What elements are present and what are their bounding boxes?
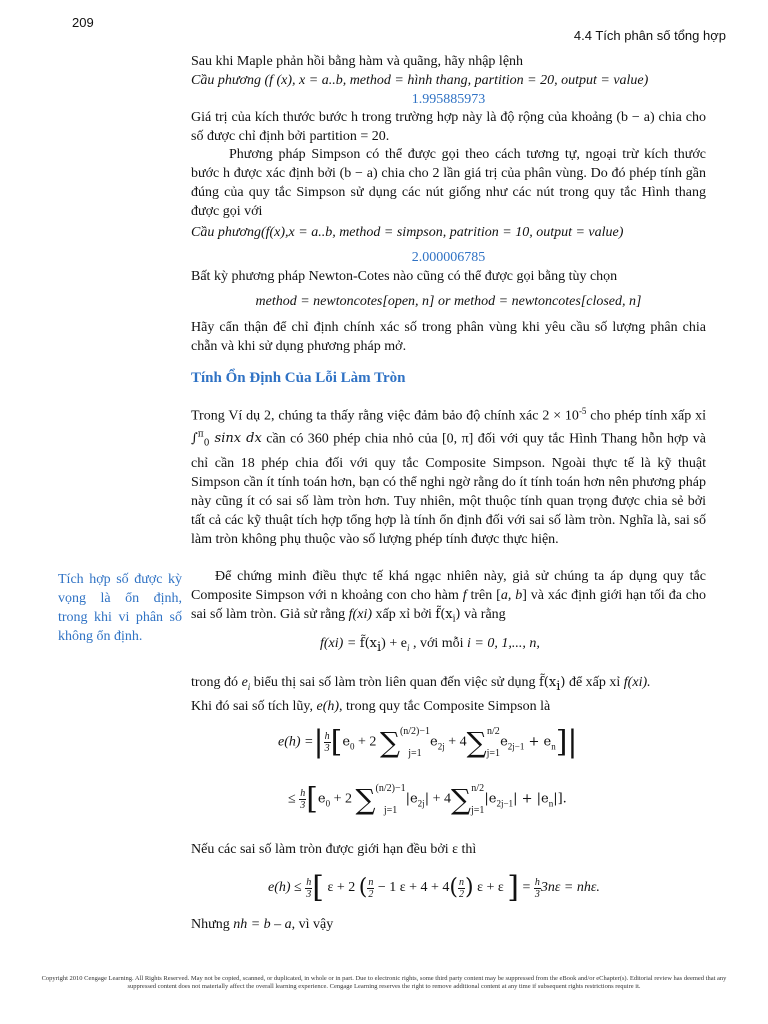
conclusion-paragraph (191, 915, 706, 934)
margin-note: Tích hợp số được kỳ vọng là ổn định, trong khi vi phân số không ổn định. (58, 572, 182, 644)
stability-paragraph (191, 402, 706, 549)
integral-sign: ∫$^\pi_0$ sinx dx (191, 429, 262, 449)
simpson-result: 2.000006785 (411, 250, 486, 265)
maple-intro-text: Sau khi Maple phản hồi bằng hàm và quãng, hãy nhập lệnh (191, 54, 524, 69)
maple-intro (191, 52, 706, 109)
newton-cotes-method-text: method = newtoncotes[open, n] or method = newtoncotes[closed, n] (255, 294, 642, 309)
equation-epsilon-bound: e(h) ≤ $\frac{h}{3}$ [ ε + 2 ( $\frac{n}{2}$ − 1 ε + 4 + 4( $\frac{n}{2}$ ) ε + ε ] = $\frac{h}{3}$ 3nε = nhε. (268, 870, 600, 905)
simpson-text: Phương pháp Simpson có thể được gọi theo cách tương tự, ngoại trừ kích thước bước h được xác định bởi (b − a) chia cho 2 lần giá trị của phân vùng. Do đó phép tính gần đúng của quy tắc Simpson sử dụng các nút giống như các nút trong quy tắc Hình thang được gọi với (191, 147, 706, 219)
error-def-paragraph (191, 673, 706, 716)
step-size-paragraph (191, 108, 706, 146)
section-heading-block (191, 369, 706, 388)
trapezoid-command: Cầu phương (f (x), x = a..b, method = hình thang, partition = 20, output = value) (191, 73, 649, 88)
f-tilde: $f̃(x_i)$ (435, 607, 461, 625)
section-header: 4.4 Tích phân số tổng hợp (573, 28, 726, 43)
equation-rounding: $f(xi) = f̃(x_i) + e_i$ , với mỗi i = 0, 1,..., n, (320, 636, 540, 655)
newton-cotes-method (191, 292, 706, 311)
equation-error-bound: ≤ $\frac{h}{3}$ [$e_0 + 2$ ∑ (n/2)−1 j=1 $|e_{2j}| + 4\sum$ n/2 j=1 $|e_{2j-1}| + |e_n|$]. (288, 781, 567, 817)
caution-paragraph (191, 318, 706, 356)
caution-text: Hãy cẩn thận để chỉ định chính xác số trong phân vùng khi yêu cầu số lượng phân chia chẵn và khi sử dụng phương pháp mở. (191, 320, 706, 354)
copyright-footer: Copyright 2010 Cengage Learning. All Rights Reserved. May not be copied, scanned, or duplicated, in whole or in part. Due to electronic rights, some third party content may be suppressed from the eBook and/or eChapter(s). Editorial review has deemed that any suppressed content does not materially affect the overall learning experience. Cengage Learning reserves the right to remove additional content at any time if subsequent rights restrictions require it. (41, 975, 727, 990)
section-heading: Tính Ổn Định Của Lỗi Làm Tròn (191, 370, 406, 386)
simpson-command-block (191, 223, 706, 242)
simpson-result-block (191, 248, 706, 286)
stability-text: Trong Ví dụ 2, chúng ta thấy rằng việc đảm bảo độ chính xác $2 \times 10^{-5}$ cho phép tính xấp xỉ ∫$^\pi_0$ sinx dx cần có 360 phép chia nhỏ của [0, π] đối với quy tắc Hình Thang hỗn hợp và chỉ cần 18 phép chia đối với quy tắc Composite Simpson. Ngoài thực tế là kỹ thuật Simpson cần ít tính toán hơn, bạn có thể nghi ngờ rằng do ít tính toán hơn nên phương pháp này cũng ít có sai số làm tròn hơn. Tuy nhiên, một thuộc tính quan trọng được chia sẻ bởi tất cả các kỹ thuật tích hợp tổng hợp là tính ổn định đối với sai số làm tròn. Nghĩa là, sai số làm tròn không phụ thuộc vào số lượng phép tính được thực hiện. (191, 406, 707, 547)
equation-accumulated-error: e(h) =| $\frac{h}{3}$ [$e_0 + 2$ ∑ (n/2)−1 j=1 $e_{2j} + 4\sum$ n/2 j=1 $e_{2j-1} + e_n]|$ (278, 724, 578, 760)
proof-text: Để chứng minh điều thực tế khá ngạc nhiên này, giả sử chúng ta áp dụng quy tắc Composite Simpson với n khoảng con cho hàm f trên [a, b] và xác định giới hạn tối đa cho sai số làm tròn. Giả sử rằng f(xi) xấp xỉ bởi $f̃(x_i)$ và rằng (191, 569, 707, 625)
proof-paragraph (191, 567, 706, 630)
step-size-text: Giá trị của kích thước bước h trong trường hợp này là độ rộng của khoảng (b − a) chia cho số được chỉ định bởi partition = 20. (191, 110, 706, 144)
conclusion-text: Nhưng nh = b – a, vì vậy (191, 917, 334, 932)
simpson-command: Cầu phương(f(x),x = a..b, method = simpson, patrition = 10, output = value) (191, 225, 624, 240)
uniform-bound-paragraph (191, 840, 706, 859)
uniform-bound-text: Nếu các sai số làm tròn được giới hạn đều bởi ε thì (191, 842, 477, 857)
error-def-text: trong đó $e_i$ biểu thị sai số làm tròn liên quan đến việc sử dụng $f̃(x_i)$ để xấp xỉ f(xi). Khi đó sai số tích lũy, e(h), trong quy tắc Composite Simpson là (191, 675, 651, 714)
simpson-paragraph (191, 145, 706, 221)
trapezoid-result: 1.995885973 (411, 92, 486, 107)
newton-cotes-text: Bất kỳ phương pháp Newton-Cotes nào cũng có thể được gọi bằng tùy chọn (191, 269, 618, 284)
page-number: 209 (72, 15, 94, 30)
